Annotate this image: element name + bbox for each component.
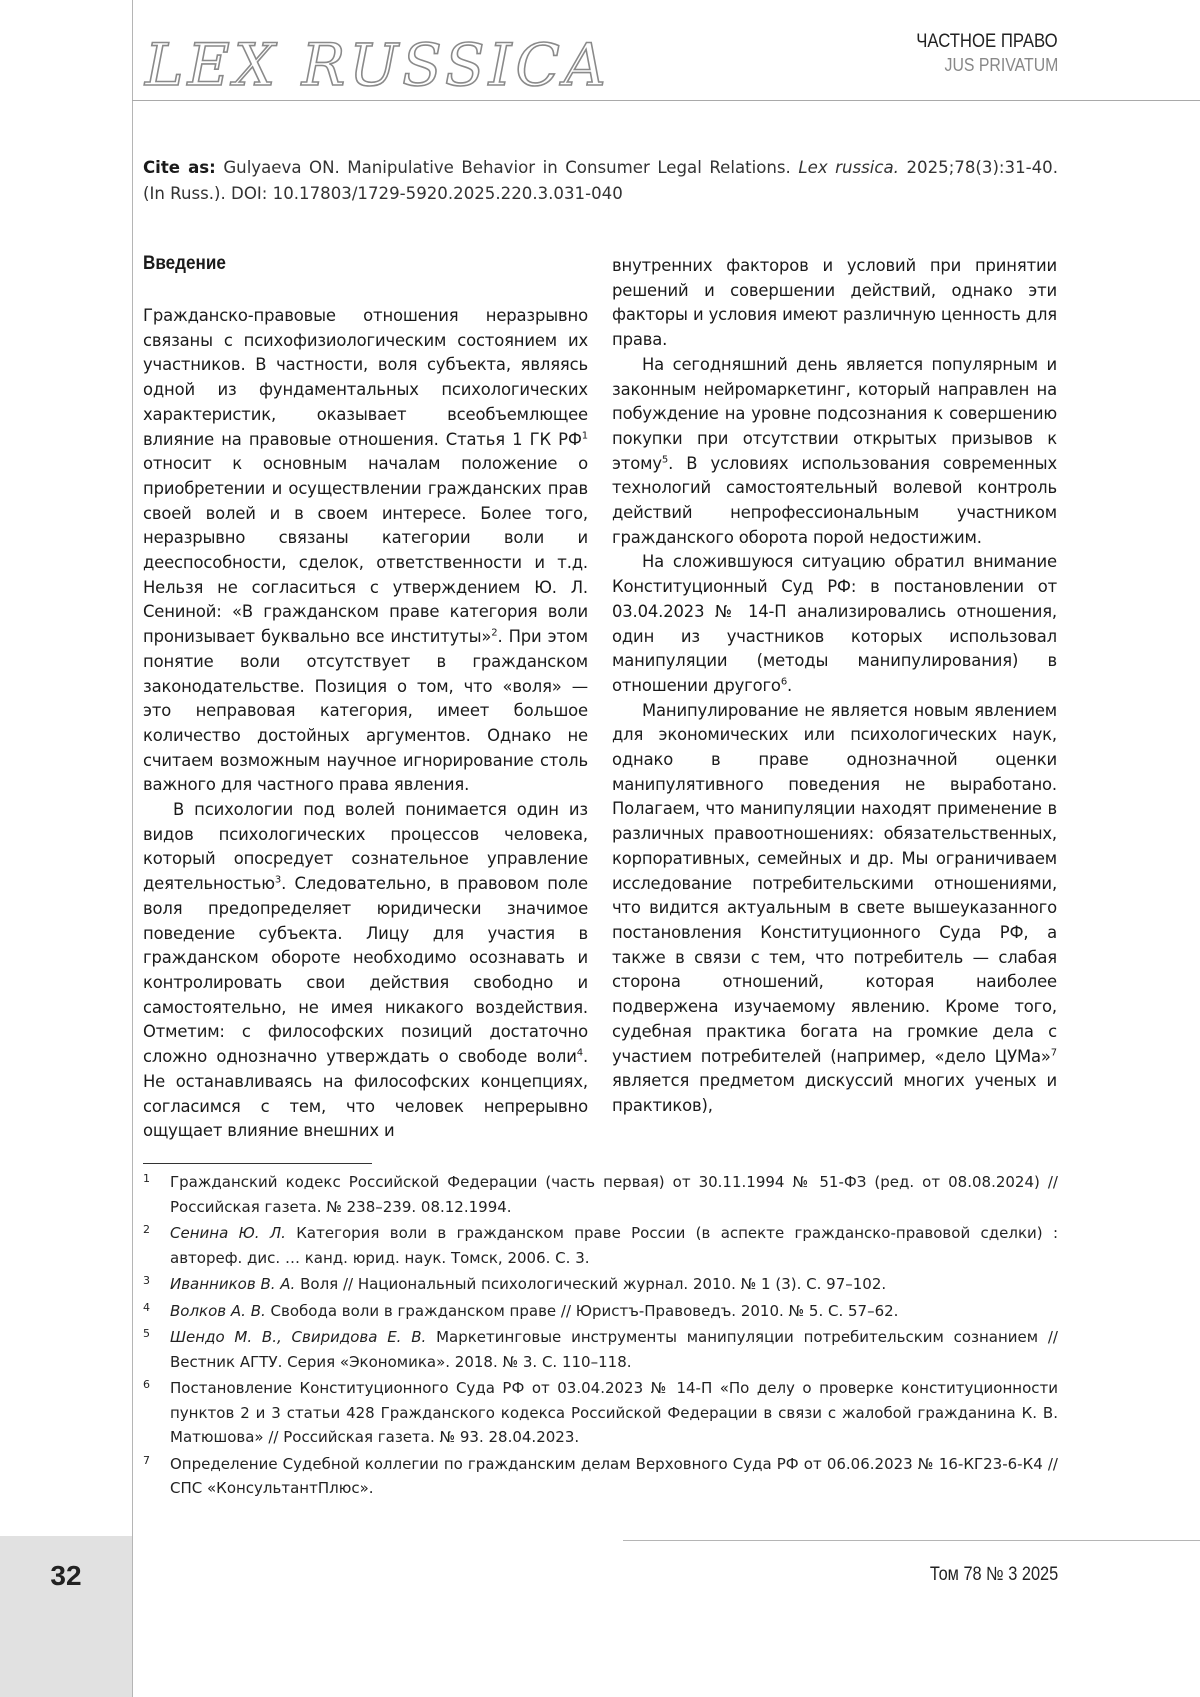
paragraph — [143, 798, 588, 1144]
text-run: В психологии под волей понимается один из видов психологических процессов человека, который опосредует сознательное управление деятельностью — [143, 800, 588, 894]
footnote-ref[interactable]: 4 — [576, 1047, 583, 1059]
footer-rule — [623, 1540, 1200, 1541]
text-column-right — [612, 254, 1057, 1119]
section-title-lat: JUS PRIVATUM — [944, 55, 1058, 75]
journal-logo: LEX RUSSICA — [145, 31, 610, 99]
footnote-ref[interactable]: 6 — [780, 676, 788, 688]
cite-journal: Lex russica. — [798, 158, 899, 177]
left-margin-strip — [0, 0, 133, 1697]
footnote — [143, 1221, 1058, 1270]
text-run: . В условиях использования современных технологий самостоятельный волевой контроль действий непрофессиональным участником гражданского оборота порой недостижим. — [612, 453, 1057, 547]
footnote-number: 2 — [143, 1223, 150, 1236]
footnote — [143, 1376, 1058, 1450]
paragraph: внутренних факторов и условий при принятии решений и совершении действий, однако эти факторы и условия имеют различную ценность для права. — [612, 256, 1057, 350]
footnote — [143, 1272, 1058, 1297]
text-run: Манипулирование не является новым явлением для экономических или психологических наук, однако в праве однозначной оценки манипулятивного поведения не выработано. Полагаем, что манипуляции находят применение в различных правоотношениях: обязательственных, корпоративных, семейных и др. Мы ограничиваем исследование потребительскими отношениями, что видится актуальным в свете вышеуказанного постановления Конституционного Суда РФ, а также в связи с тем, что потребитель — слабая сторона отношений, которая наиболее подвержена изучаемому явлению. Кроме того, судебная практика богата на громкие дела с участием потребителей (например, «дело ЦУМа» — [612, 700, 1057, 1066]
footnote-text: Категория воли в гражданском праве России (в аспекте гражданско-правовой сделки) : автореф. дис. … канд. юрид. наук. Томск, 2006. С. 3. — [170, 1224, 1059, 1267]
section-title-ru: ЧАСТНОЕ ПРАВО — [916, 31, 1058, 52]
cite-details: 2025;78(3):31-40. (In Russ.). DOI: 10.17803/1729-5920.2025.220.3.031-040 — [143, 158, 1059, 203]
footnote-text: Воля // Национальный психологический журнал. 2010. № 1 (3). С. 97–102. — [295, 1275, 887, 1293]
text-run: На сегодняшний день является популярным и законным нейромаркетинг, который направлен на побуждение на уровне подсознания к совершению покупки при отсутствии открытых призывов к этому — [612, 354, 1057, 473]
footnote-number: 4 — [143, 1300, 150, 1314]
paragraph — [612, 699, 1057, 1119]
paragraph — [143, 304, 588, 798]
footnote — [143, 1299, 1058, 1324]
section-heading: Введение — [143, 253, 226, 274]
footnote-ref[interactable]: 2 — [491, 627, 498, 639]
paragraph — [612, 550, 1057, 698]
footnote-author: Волков А. В. — [170, 1301, 266, 1320]
cite-label: Cite as: — [143, 158, 216, 177]
footnote-number: 5 — [143, 1327, 150, 1340]
footnote — [143, 1452, 1058, 1501]
text-run: . — [787, 675, 793, 695]
footnote-text: Постановление Конституционного Суда РФ от 03.04.2023 № 14-П «По делу о проверке конституционности пунктов 2 и 3 статьи 428 Гражданского кодекса Российской Федерации в связи с жалобой гражданина К. В. Матюшова» // Российская газета. № 93. 28.04.2023. — [170, 1379, 1058, 1446]
footnote-ref[interactable]: 5 — [661, 454, 669, 466]
footnote — [143, 1170, 1058, 1219]
text-run: . Следовательно, в правовом поле воля предопределяет юридически значимое поведение субъекта. Лицу для участия в гражданском обороте необходимо осознавать и контролировать свои действия свободно и самостоятельно, не имея никакого воздействия. Отметим: с философских позиций достаточно сложно однозначно утверждать о свободе воли — [143, 874, 588, 1067]
footnote-text: Маркетинговые инструменты манипуляции потребительским сознанием // Вестник АГТУ. Серия «Экономика». 2018. № 3. С. 110–118. — [170, 1328, 1058, 1371]
footnote-text: Свобода воли в гражданском праве // Юристъ-Правоведъ. 2010. № 5. С. 57–62. — [265, 1301, 899, 1320]
footnote-ref[interactable]: 3 — [274, 874, 282, 886]
footnote-number: 1 — [143, 1172, 150, 1185]
footnote-author: Сенина Ю. Л. — [170, 1224, 286, 1242]
footnotes — [143, 1170, 1058, 1503]
cite-authors-title: Gulyaeva ON. Manipulative Behavior in Consumer Legal Relations. — [215, 158, 799, 177]
citation-block — [143, 155, 1058, 207]
paragraph — [612, 353, 1057, 551]
footnote — [143, 1325, 1058, 1374]
page-number: 32 — [50, 1560, 82, 1591]
issue-info: Том 78 № 3 2025 — [929, 1564, 1058, 1585]
footnote-ref[interactable]: 1 — [581, 430, 588, 442]
header-rule — [132, 100, 1200, 101]
footnote-number: 7 — [143, 1453, 150, 1467]
footnote-ref[interactable]: 7 — [1050, 1047, 1057, 1059]
footnote-number: 3 — [143, 1274, 150, 1287]
footnote-author: Шендо М. В., Свиридова Е. В. — [170, 1328, 427, 1346]
text-column-left — [143, 304, 588, 1144]
text-run: Гражданско-правовые отношения неразрывно связаны с психофизиологическим состоянием их участников. В частности, воля субъекта, являясь одной из фундаментальных психологических характеристик, оказывает всеобъемлющее влияние на правовые отношения. Статья 1 ГК РФ — [143, 306, 588, 449]
footnote-author: Иванников В. А. — [170, 1275, 296, 1293]
footnote-separator — [143, 1163, 372, 1164]
footnote-text: Определение Судебной коллегии по гражданским делам Верховного Суда РФ от 06.06.2023 № 16-КГ23-6-К4 // СПС «КонсультантПлюс». — [170, 1454, 1058, 1497]
text-run: является предметом дискуссий многих ученых и практиков), — [612, 1071, 1057, 1115]
text-run: относит к основным началам положение о приобретении и осуществлении гражданских прав своей волей и в своем интересе. Более того, неразрывно связаны категории воли и дееспособности, сделок, ответственности и т.д. Нельзя не согласиться с утверждением Ю. Л. Сениной: «В гражданском праве категория воли пронизывает буквально все институты» — [143, 454, 588, 647]
footnote-text: Гражданский кодекс Российской Федерации (часть первая) от 30.11.1994 № 51-ФЗ (ред. от 08.08.2024) // Российская газета. № 238–239. 08.12.1994. — [170, 1173, 1058, 1216]
footnote-number: 6 — [143, 1378, 150, 1391]
text-run: . При этом понятие воли отсутствует в гражданском законодательстве. Позиция о том, что «воля» — это неправовая категория, имеет большое количество достойных аргументов. Однако не считаем возможным научное игнорирование столь важного для частного права явления. — [143, 627, 588, 795]
text-run: На сложившуюся ситуацию обратил внимание Конституционный Суд РФ: в постановлении от 03.04.2023 № 14-П анализировались отношения, один из участников которых использовал манипуляции (методы манипулирования) в отношении другого — [612, 552, 1057, 695]
text-run: . Не останавливаясь на философских концепциях, согласимся с тем, что человек непрерывно ощущает влияние внешних и — [143, 1047, 588, 1141]
